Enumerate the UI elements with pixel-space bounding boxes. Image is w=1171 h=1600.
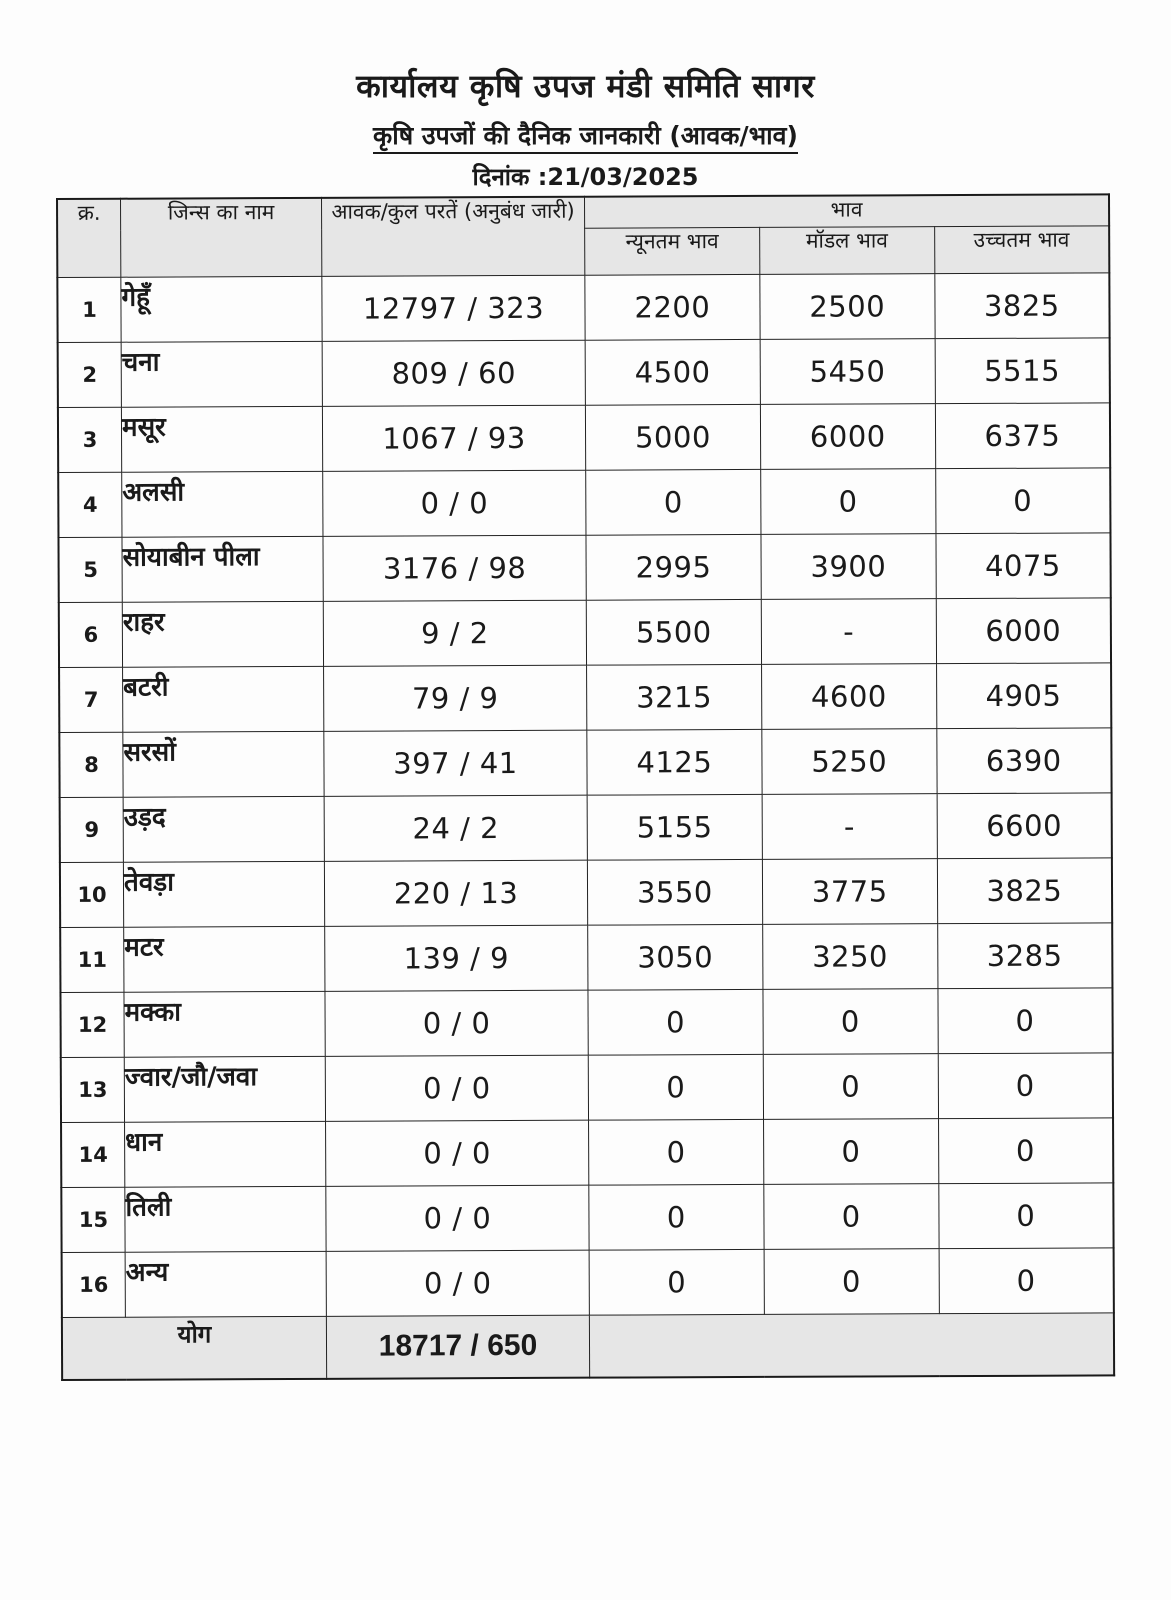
- table-row: [61, 1053, 1113, 1123]
- row-modal-price: 2500: [760, 274, 935, 340]
- row-commodity-name: गेहूँ: [121, 276, 322, 342]
- row-serial: 9: [60, 797, 124, 862]
- row-max-price: 3285: [937, 923, 1112, 989]
- table-body: [57, 273, 1114, 1318]
- row-serial: 13: [61, 1057, 125, 1122]
- row-modal-price: -: [761, 599, 936, 665]
- row-arrival: 139 / 9: [325, 925, 588, 991]
- table-row: [59, 663, 1111, 733]
- header-modal-price: मॉडल भाव: [759, 227, 934, 275]
- row-commodity-name: मसूर: [121, 406, 322, 472]
- row-arrival: 9 / 2: [323, 600, 586, 666]
- row-arrival: 1067 / 93: [322, 405, 585, 471]
- row-serial: 1: [57, 277, 121, 342]
- total-price-blank: [589, 1313, 1114, 1377]
- row-min-price: 0: [589, 1119, 764, 1185]
- row-max-price: 0: [938, 1053, 1113, 1119]
- row-arrival: 0 / 0: [326, 1185, 589, 1251]
- row-serial: 15: [61, 1187, 125, 1252]
- row-serial: 8: [59, 732, 123, 797]
- header-row-main: [57, 194, 1109, 230]
- row-serial: 4: [58, 472, 122, 537]
- row-min-price: 5000: [585, 404, 760, 470]
- header-arrival: आवक/कुल परतें (अनुबंध जारी): [322, 197, 585, 277]
- row-modal-price: 0: [763, 1054, 938, 1120]
- row-min-price: 4500: [585, 339, 760, 405]
- row-max-price: 6375: [935, 403, 1110, 469]
- row-modal-price: 5450: [760, 339, 935, 405]
- row-serial: 14: [61, 1122, 125, 1187]
- table-row: [59, 728, 1111, 798]
- table-row: [62, 1248, 1114, 1318]
- row-arrival: 12797 / 323: [322, 275, 585, 341]
- row-max-price: 0: [938, 1183, 1113, 1249]
- row-arrival: 0 / 0: [323, 470, 586, 536]
- row-max-price: 5515: [935, 338, 1110, 404]
- row-min-price: 2995: [586, 534, 761, 600]
- table-row: [57, 273, 1109, 343]
- row-min-price: 0: [589, 1184, 764, 1250]
- row-modal-price: 5250: [762, 729, 937, 795]
- row-arrival: 0 / 0: [325, 1055, 588, 1121]
- header-max-price: उच्चतम भाव: [934, 226, 1109, 274]
- row-commodity-name: चना: [121, 341, 322, 407]
- header-min-price: न्यूनतम भाव: [585, 227, 760, 275]
- table-row: [60, 923, 1112, 993]
- row-arrival: 0 / 0: [326, 1120, 589, 1186]
- row-modal-price: 0: [764, 1249, 939, 1315]
- row-serial: 6: [59, 602, 123, 667]
- row-commodity-name: बटरी: [123, 666, 324, 732]
- row-arrival: 0 / 0: [325, 990, 588, 1056]
- row-commodity-name: तिली: [125, 1186, 326, 1252]
- row-arrival: 79 / 9: [324, 665, 587, 731]
- row-modal-price: 3900: [761, 534, 936, 600]
- table-footer: [62, 1313, 1114, 1380]
- header-commodity-name: जिन्स का नाम: [121, 198, 322, 277]
- row-min-price: 2200: [585, 274, 760, 340]
- row-commodity-name: तेवड़ा: [123, 861, 324, 927]
- row-modal-price: 3250: [763, 924, 938, 990]
- row-min-price: 3550: [587, 859, 762, 925]
- row-modal-price: 0: [761, 469, 936, 535]
- header-serial: क्र.: [57, 199, 121, 278]
- row-arrival: 397 / 41: [324, 730, 587, 796]
- table-row: [59, 598, 1111, 668]
- row-serial: 11: [60, 927, 124, 992]
- row-commodity-name: उड़द: [123, 796, 324, 862]
- table-row: [60, 858, 1112, 928]
- row-max-price: 4075: [936, 533, 1111, 599]
- row-commodity-name: धान: [125, 1121, 326, 1187]
- row-min-price: 3050: [588, 924, 763, 990]
- row-max-price: 6000: [936, 598, 1111, 664]
- row-max-price: 0: [935, 468, 1110, 534]
- row-max-price: 3825: [937, 858, 1112, 924]
- table-row: [61, 1118, 1113, 1188]
- row-modal-price: -: [762, 794, 937, 860]
- table-row: [58, 338, 1110, 408]
- rates-table: [56, 193, 1115, 1380]
- row-min-price: 5500: [586, 599, 761, 665]
- row-commodity-name: अलसी: [122, 471, 323, 537]
- report-subtitle-text: कृषि उपजों की दैनिक जानकारी (आवक/भाव): [373, 121, 798, 154]
- row-serial: 12: [60, 992, 124, 1057]
- row-serial: 2: [58, 342, 122, 407]
- row-max-price: 0: [938, 988, 1113, 1054]
- row-arrival: 24 / 2: [324, 795, 587, 861]
- row-min-price: 5155: [587, 794, 762, 860]
- row-serial: 3: [58, 407, 122, 472]
- row-max-price: 0: [939, 1248, 1114, 1314]
- table-row: [61, 1183, 1113, 1253]
- row-commodity-name: राहर: [122, 601, 323, 667]
- row-commodity-name: सरसों: [123, 731, 324, 797]
- row-commodity-name: ज्वार/जौ/जवा: [124, 1056, 325, 1122]
- row-serial: 5: [58, 537, 122, 602]
- row-modal-price: 0: [763, 1119, 938, 1185]
- row-modal-price: 0: [763, 989, 938, 1055]
- row-max-price: 3825: [934, 273, 1109, 339]
- table-header: [57, 194, 1109, 277]
- row-arrival: 809 / 60: [322, 340, 585, 406]
- row-min-price: 0: [586, 469, 761, 535]
- total-label: योग: [62, 1316, 327, 1379]
- total-arrival: 18717 / 650: [326, 1315, 589, 1378]
- row-serial: 7: [59, 667, 123, 732]
- row-modal-price: 3775: [762, 859, 937, 925]
- table-row: [60, 793, 1112, 863]
- row-modal-price: 4600: [761, 664, 936, 730]
- row-min-price: 3215: [587, 664, 762, 730]
- row-serial: 10: [60, 862, 124, 927]
- row-arrival: 3176 / 98: [323, 535, 586, 601]
- row-modal-price: 6000: [760, 404, 935, 470]
- row-commodity-name: अन्य: [125, 1251, 326, 1317]
- row-min-price: 4125: [587, 729, 762, 795]
- row-max-price: 6390: [936, 728, 1111, 794]
- row-min-price: 0: [588, 989, 763, 1055]
- row-max-price: 4905: [936, 663, 1111, 729]
- office-title: कार्यालय कृषि उपज मंडी समिति सागर: [356, 67, 815, 105]
- row-commodity-name: मटर: [124, 926, 325, 992]
- total-row: [62, 1313, 1114, 1380]
- report-subtitle: [0, 118, 1171, 152]
- table-row: [58, 403, 1110, 473]
- row-min-price: 0: [589, 1249, 764, 1315]
- row-min-price: 0: [588, 1054, 763, 1120]
- row-modal-price: 0: [764, 1184, 939, 1250]
- row-commodity-name: सोयाबीन पीला: [122, 536, 323, 602]
- report-date: दिनांक :21/03/2025: [472, 163, 699, 191]
- header-price-group: भाव: [584, 194, 1109, 228]
- table-row: [58, 533, 1110, 603]
- row-max-price: 0: [938, 1118, 1113, 1184]
- table-row: [60, 988, 1112, 1058]
- table-row: [58, 468, 1110, 538]
- row-arrival: 0 / 0: [326, 1250, 589, 1316]
- row-serial: 16: [62, 1252, 126, 1317]
- row-commodity-name: मक्का: [124, 991, 325, 1057]
- row-arrival: 220 / 13: [324, 860, 587, 926]
- row-max-price: 6600: [937, 793, 1112, 859]
